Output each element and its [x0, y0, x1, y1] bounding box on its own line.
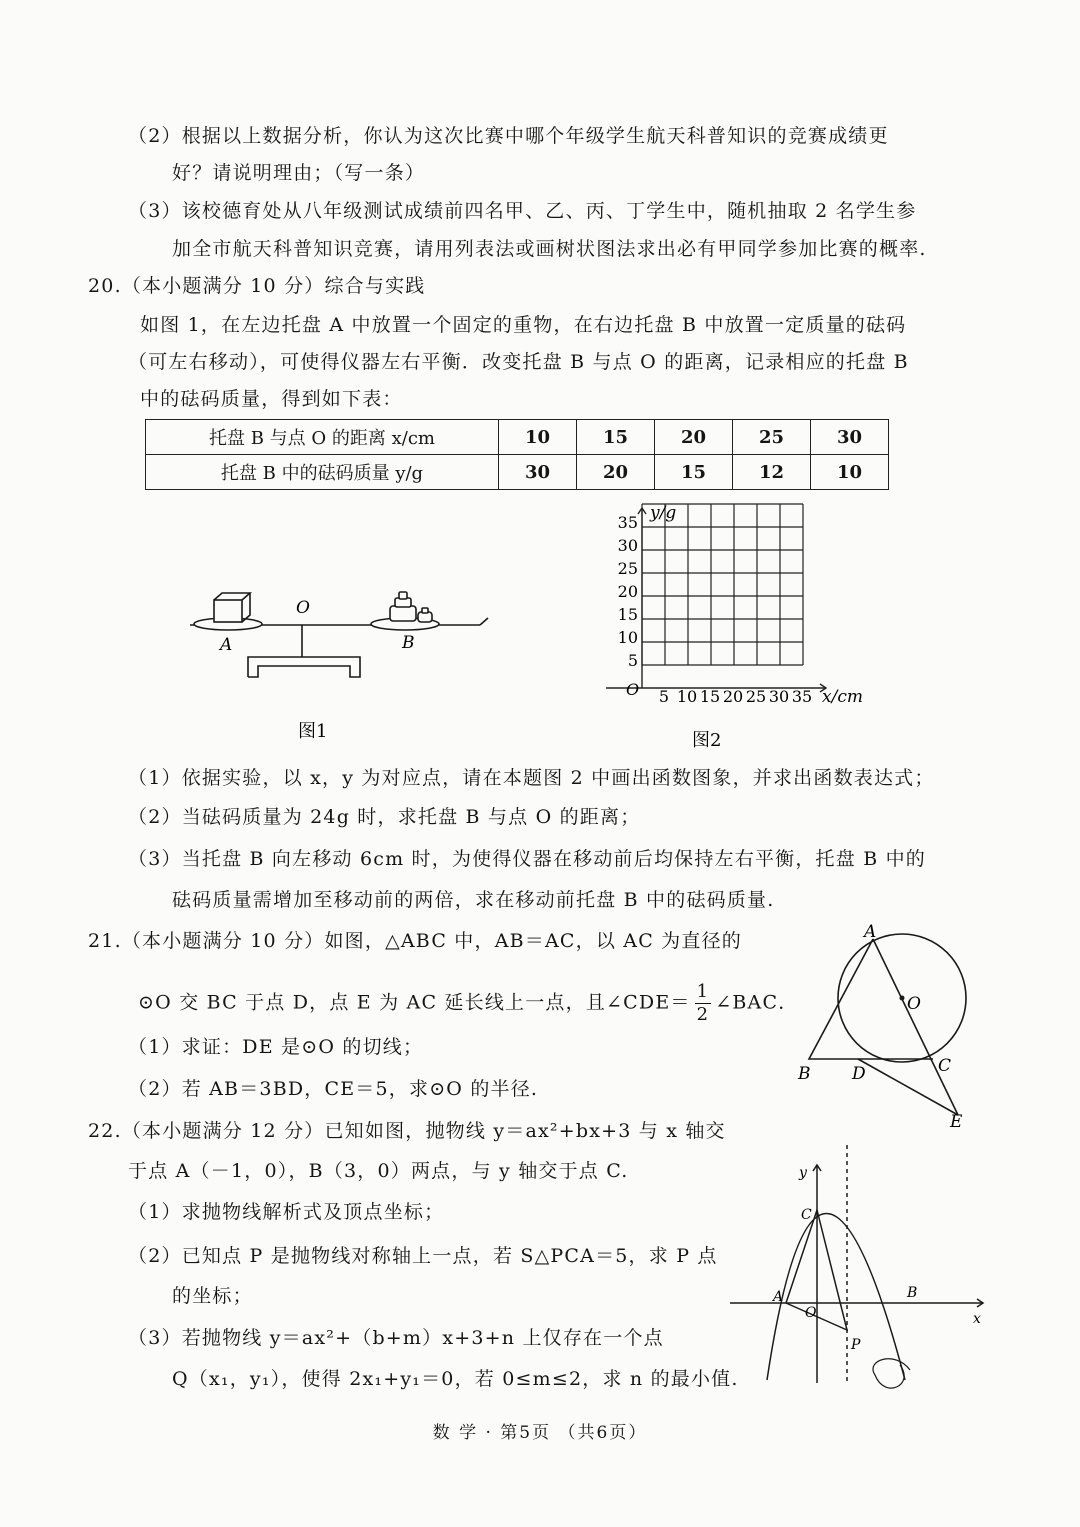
label-c: C [938, 1056, 952, 1076]
q20-part3-line1: （3）当托盘 B 向左移动 6cm 时，为使得仪器在移动前后均保持左右平衡，托盘 B 中的 [128, 848, 926, 870]
table-cell: 20 [577, 455, 655, 490]
q22-part2-line1: （2）已知点 P 是抛物线对称轴上一点，若 S△PCA＝5，求 P 点 [128, 1245, 718, 1267]
q22-figure-parabola [725, 1135, 995, 1415]
x-tick-label: 30 [768, 687, 790, 706]
q20-part1: （1）依据实验，以 x，y 为对应点，请在本题图 2 中画出函数图象，并求出函数表达式； [128, 767, 935, 789]
q20-data-table [145, 419, 889, 490]
q20-part3-line2: 砝码质量需增加至移动前的两倍，求在移动前托盘 B 中的砝码质量. [172, 889, 775, 911]
label-a: A [864, 922, 877, 942]
y-tick-label: 35 [617, 513, 638, 532]
table-cell: 10 [811, 455, 889, 490]
fraction-denominator: 2 [696, 1004, 710, 1025]
origin-label: O [626, 680, 640, 699]
x-tick-label: 10 [676, 687, 698, 706]
table-row [146, 455, 889, 490]
q20-intro-line1: 如图 1，在左边托盘 A 中放置一个固定的重物，在右边托盘 B 中放置一定质量的砝码 [140, 314, 907, 336]
balance-base [248, 657, 360, 677]
q20-intro-line3: 中的砝码质量，得到如下表： [140, 388, 403, 410]
y-axis-label: y/g [650, 503, 677, 523]
q21-line2-b: ∠BAC． [715, 991, 799, 1014]
q22-part3-line1: （3）若抛物线 y＝ax²+（b+m）x+3+n 上仅存在一个点 [128, 1327, 664, 1349]
table-cell: 20 [655, 420, 733, 455]
label-c: C [801, 1207, 812, 1223]
label-e: E [950, 1112, 963, 1132]
center-point [900, 996, 905, 1001]
label-a: A [220, 635, 233, 655]
label-o: O [805, 1305, 817, 1321]
q21-part1: （1）求证：DE 是⊙O 的切线； [128, 1036, 424, 1058]
table-cell: 12 [733, 455, 811, 490]
table-cell: 30 [499, 455, 577, 490]
x-tick-label: 35 [791, 687, 813, 706]
q19-part2-line2: 好？请说明理由；（写一条） [172, 162, 426, 184]
label-x: x [973, 1311, 981, 1327]
x-tick-label: 15 [699, 687, 721, 706]
label-b: B [907, 1285, 918, 1301]
q19-part2-line1: （2）根据以上数据分析，你认为这次比赛中哪个年级学生航天科普知识的竞赛成绩更 [128, 125, 889, 147]
weight-masses [390, 592, 432, 622]
figure2-caption: 图2 [692, 730, 722, 751]
q22-header: 22.（本小题满分 12 分）已知如图，抛物线 y＝ax²+bx+3 与 x 轴交 [88, 1120, 726, 1142]
q19-part3-line2: 加全市航天科普知识竞赛，请用列表法或画树状图法求出必有甲同学参加比赛的概率. [172, 238, 927, 260]
x-tick-label: 25 [745, 687, 767, 706]
y-tick-label: 20 [617, 582, 638, 601]
table-cell: 30 [811, 420, 889, 455]
label-o: O [907, 994, 921, 1014]
label-b: B [798, 1064, 811, 1084]
line-ae [873, 939, 958, 1115]
q20-intro-line2: （可左右移动），可使得仪器左右平衡．改变托盘 B 与点 O 的距离，记录相应的托盘 B [128, 351, 909, 373]
table-row [146, 420, 889, 455]
q20-figure1-balance [180, 580, 500, 750]
label-p: P [851, 1337, 861, 1353]
q21-header: 21.（本小题满分 10 分）如图，△ABC 中，AB＝AC，以 AC 为直径的 [88, 930, 742, 952]
table-row-label: 托盘 B 与点 O 的距离 x/cm [146, 420, 499, 455]
q22-part2-line2: 的坐标； [172, 1285, 253, 1307]
q22-part3-line2: Q（x₁，y₁），使得 2x₁+y₁＝0，若 0≤m≤2，求 n 的最小值. [172, 1368, 739, 1390]
table-row-label: 托盘 B 中的砝码质量 y/g [146, 455, 499, 490]
q22-line2: 于点 A（－1，0），B（3，0）两点，与 y 轴交于点 C. [128, 1160, 629, 1182]
x-tick-label: 5 [658, 687, 670, 706]
y-tick-label: 25 [617, 559, 638, 578]
q20-part2: （2）当砝码质量为 24g 时，求托盘 B 与点 O 的距离； [128, 806, 641, 828]
table-cell: 15 [577, 420, 655, 455]
pen-scribble [873, 1359, 910, 1388]
label-a: A [773, 1289, 784, 1305]
q19-part3-line1: （3）该校德育处从八年级测试成绩前四名甲、乙、丙、丁学生中，随机抽取 2 名学生参 [128, 200, 917, 222]
y-tick-label: 5 [627, 651, 638, 670]
label-b: B [402, 633, 415, 653]
q21-part2: （2）若 AB＝3BD，CE＝5，求⊙O 的半径. [128, 1078, 539, 1100]
table-cell: 25 [733, 420, 811, 455]
q20-header: 20.（本小题满分 10 分）综合与实践 [88, 275, 426, 297]
q21-line2 [138, 981, 798, 1026]
x-axis-label: x/cm [822, 687, 863, 707]
label-o: O [296, 598, 310, 618]
y-tick-label: 10 [617, 628, 638, 647]
q21-line2-a: ⊙O 交 BC 于点 D，点 E 为 AC 延长线上一点，且∠CDE＝ [138, 991, 691, 1014]
q20-figure2-grid [600, 500, 890, 760]
q21-figure-circle-triangle [790, 922, 990, 1135]
y-tick-label: 15 [617, 605, 638, 624]
fraction-numerator: 1 [696, 981, 710, 1002]
page-footer: 数 学 · 第5页 （共6页） [432, 1423, 648, 1443]
table-cell: 10 [499, 420, 577, 455]
fraction-half [695, 981, 712, 1026]
q22-part1: （1）求抛物线解析式及顶点坐标； [128, 1201, 445, 1223]
weight-cube [214, 593, 250, 622]
y-tick-label: 30 [617, 536, 638, 555]
balance-beam-end [480, 618, 488, 625]
figure1-caption: 图1 [298, 721, 328, 742]
label-y: y [799, 1165, 807, 1181]
x-tick-label: 20 [722, 687, 744, 706]
label-d: D [852, 1064, 866, 1084]
table-cell: 15 [655, 455, 733, 490]
